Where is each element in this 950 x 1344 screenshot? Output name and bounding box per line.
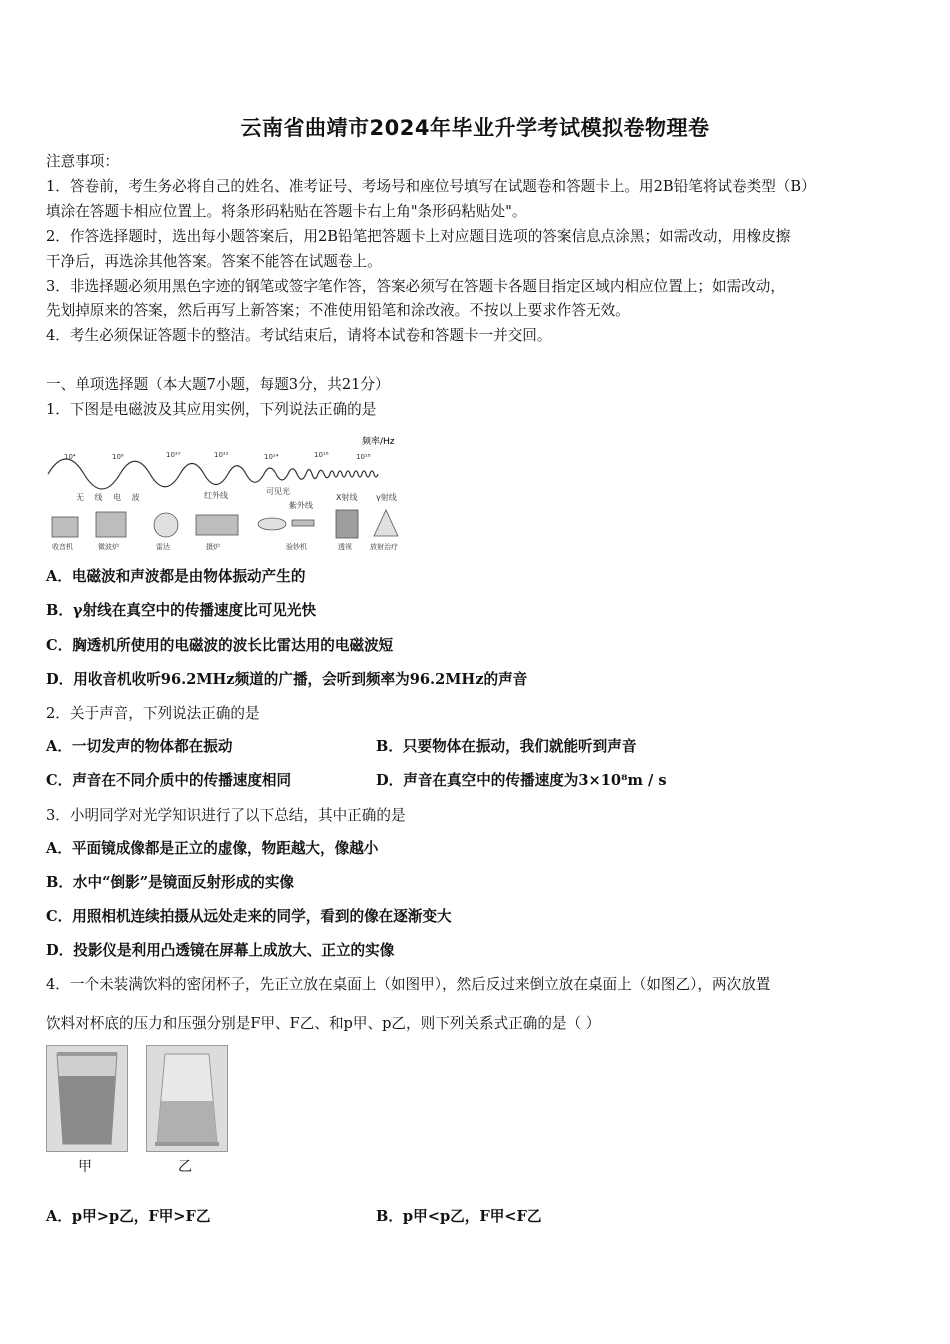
tick-label: 10¹²	[214, 451, 229, 459]
band-label: 红外线	[204, 491, 228, 500]
app-label: 放射治疗	[370, 543, 398, 551]
tick-label: 10⁶	[112, 453, 124, 461]
question-3-option-a: A．平面镜成像都是正立的虚像，物距越大，像越小	[46, 840, 379, 857]
money-detector-icon	[258, 518, 286, 530]
wave-curve	[48, 459, 378, 489]
band-label: γ射线	[376, 493, 397, 502]
question-4-stem: 4．一个未装满饮料的密闭杯子，先正立放在桌面上（如图甲），然后反过来倒立放在桌面上（如图乙），两次放置	[46, 976, 771, 993]
band-label: 无 线 电 波	[76, 493, 144, 502]
question-1-option-a: A．电磁波和声波都是由物体振动产生的	[46, 568, 306, 585]
band-label: X射线	[336, 493, 358, 502]
tick-label: 10¹⁴	[264, 453, 279, 461]
oven-icon	[196, 515, 238, 535]
question-2-stem: 2．关于声音，下列说法正确的是	[46, 705, 260, 722]
notice-line: 3．非选择题必须用黑色字迹的钢笔或签字笔作答，答案必须写在答题卡各题目指定区域内相应位置上；如需改动，	[46, 278, 785, 295]
em-spectrum-figure	[46, 432, 416, 557]
tick-label: 10¹⁸	[356, 453, 371, 461]
question-2-option-a: A．一切发声的物体都在振动	[46, 738, 233, 755]
question-3-option-d: D．投影仪是利用凸透镜在屏幕上成放大、正立的实像	[46, 942, 395, 959]
question-1-stem: 1．下图是电磁波及其应用实例，下列说法正确的是	[46, 401, 377, 418]
question-1-option-c: C．胸透机所使用的电磁波的波长比雷达用的电磁波短	[46, 637, 394, 654]
uv-lamp-icon	[292, 520, 314, 526]
notice-heading: 注意事项：	[46, 153, 119, 170]
app-label: 透视	[338, 543, 352, 551]
question-4-option-a: A．p甲>p乙，F甲>F乙	[46, 1208, 211, 1225]
section-heading: 一、单项选择题（本大题7小题，每题3分，共21分）	[46, 376, 390, 393]
app-label: 收音机	[52, 543, 73, 551]
tick-label: 10⁴	[64, 453, 76, 461]
band-label: 紫外线	[289, 501, 313, 510]
question-3-stem: 3．小明同学对光学知识进行了以下总结，其中正确的是	[46, 807, 406, 824]
notice-line: 先划掉原来的答案，然后再写上新答案；不准使用铅笔和涂改液。不按以上要求作答无效。	[46, 302, 630, 319]
cup-label-yi: 乙	[178, 1159, 192, 1175]
xray-hand-icon	[336, 510, 358, 538]
question-1-option-d: D．用收音机收听96.2MHz频道的广播，会听到频率为96.2MHz的声音	[46, 671, 528, 688]
question-3-option-b: B．水中“倒影”是镜面反射形成的实像	[46, 874, 295, 891]
tick-label: 10¹⁰	[166, 451, 181, 459]
cup-label-jia: 甲	[78, 1159, 92, 1175]
radio-icon	[52, 517, 78, 537]
notice-line: 填涂在答题卡相应位置上。将条形码粘贴在答题卡右上角"条形码粘贴处"。	[46, 203, 527, 220]
cup-inverted-photo	[146, 1045, 228, 1152]
app-label: 验钞机	[286, 543, 307, 551]
cup-upright-photo	[46, 1045, 128, 1152]
notice-line: 干净后，再选涂其他答案。答案不能答在试题卷上。	[46, 253, 382, 270]
notice-line: 4．考生必须保证答题卡的整洁。考试结束后，请将本试卷和答题卡一并交回。	[46, 327, 552, 344]
radar-icon	[154, 513, 178, 537]
question-3-option-c: C．用照相机连续拍摄从远处走来的同学，看到的像在逐渐变大	[46, 908, 452, 925]
question-2-option-c: C．声音在不同介质中的传播速度相同	[46, 772, 292, 789]
question-4-option-b: B．p甲<p乙，F甲<F乙	[376, 1208, 542, 1225]
question-4-stem: 饮料对杯底的压力和压强分别是F甲、F乙、和p甲、p乙，则下列关系式正确的是（ ）	[46, 1015, 601, 1032]
page-title: 云南省曲靖市2024年毕业升学考试模拟卷物理卷	[240, 116, 710, 140]
notice-line: 1．答卷前，考生务必将自己的姓名、准考证号、考场号和座位号填写在试题卷和答题卡上。用2B铅笔将试卷类型（B）	[46, 178, 816, 195]
app-label: 摄炉	[206, 543, 220, 551]
notice-line: 2．作答选择题时，选出每小题答案后，用2B铅笔把答题卡上对应题目选项的答案信息点涂黑；如需改动，用橡皮擦	[46, 228, 791, 245]
app-label: 雷达	[156, 543, 170, 551]
band-label: 可见光	[266, 487, 290, 496]
question-1-option-b: B．γ射线在真空中的传播速度比可见光快	[46, 602, 317, 619]
question-2-option-b: B．只要物体在振动，我们就能听到声音	[376, 738, 637, 755]
frequency-label: 频率/Hz	[362, 437, 395, 447]
question-2-option-d: D．声音在真空中的传播速度为3×10⁸m / s	[376, 772, 667, 789]
app-label: 微波炉	[98, 543, 119, 551]
radiation-icon	[374, 510, 398, 536]
tick-label: 10¹⁶	[314, 451, 329, 459]
microwave-icon	[96, 512, 126, 537]
